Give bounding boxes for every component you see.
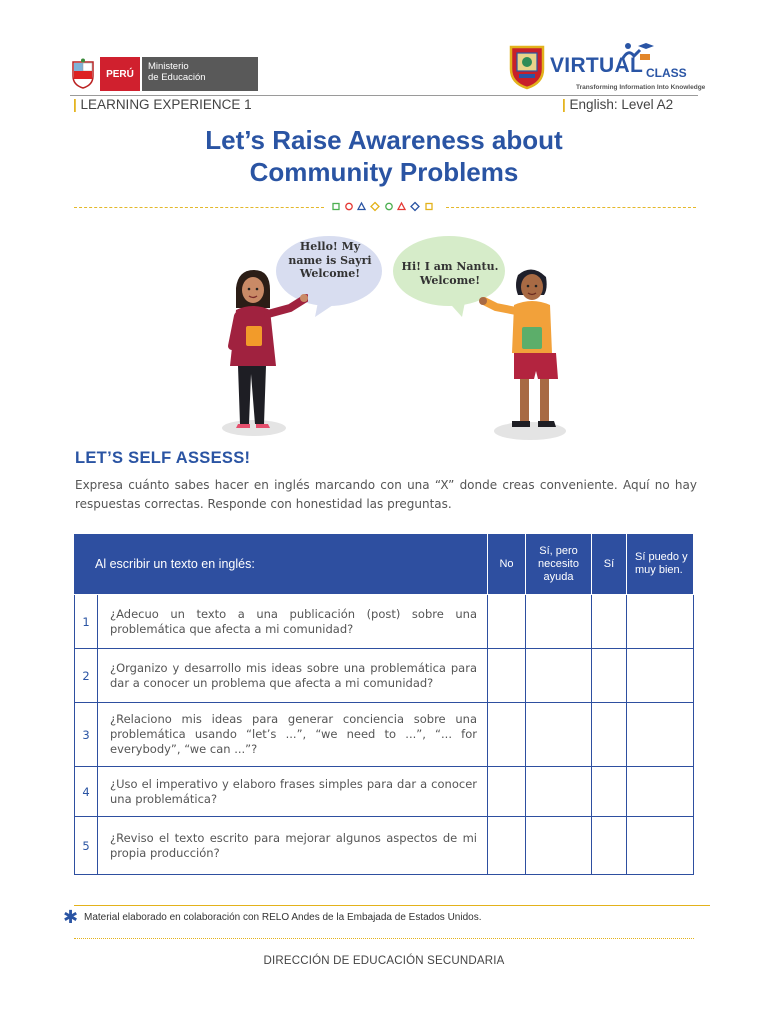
answer-cell-no[interactable] (488, 767, 526, 817)
table-row (75, 595, 694, 649)
answer-cell-si-muy[interactable] (627, 767, 694, 817)
answer-cell-si-pero[interactable] (526, 703, 592, 767)
title-divider-right (446, 207, 696, 208)
answer-cell-no[interactable] (488, 703, 526, 767)
row-number: 5 (75, 817, 98, 875)
speech-line: Hi! I am Nantu. (401, 260, 499, 273)
table-row (75, 767, 694, 817)
speech-line: Hello! My (299, 240, 361, 253)
speech-line: name is Sayri (288, 253, 372, 267)
answer-cell-si-muy[interactable] (627, 649, 694, 703)
bar-marker: | (562, 97, 566, 112)
answer-cell-si[interactable] (592, 817, 627, 875)
answer-cell-si-muy[interactable] (627, 703, 694, 767)
row-number: 2 (75, 649, 98, 703)
speech-line: Welcome! (299, 267, 361, 280)
decorative-shapes-icon (332, 201, 436, 213)
level-text: English: Level A2 (569, 97, 674, 112)
row-number: 3 (75, 703, 98, 767)
col-si-pero-header: Sí, pero necesito ayuda (526, 534, 592, 595)
table-row (75, 703, 694, 767)
table-header-row (75, 534, 694, 595)
virtual-class-logo-text: VIRTUAL (550, 54, 644, 77)
self-assessment-table (74, 533, 694, 875)
header-divider (70, 95, 698, 96)
row-question: ¿Relaciono mis ideas para generar conciencia sobre una problemática usando “let’s ...”, “we need to ...”, “... for everybody”, “we can ...”? (98, 703, 488, 767)
school-shield-icon (508, 44, 546, 90)
level-label (562, 97, 673, 112)
answer-cell-no[interactable] (488, 595, 526, 649)
learning-experience-label (73, 97, 252, 112)
row-question: ¿Organizo y desarrollo mis ideas sobre una problemática para dar a conocer un problema que afecta a mi comunidad? (98, 649, 488, 703)
footer-dotted-divider (74, 938, 694, 939)
footer-department: DIRECCIÓN DE EDUCACIÓN SECUNDARIA (263, 955, 505, 967)
title-divider-left (74, 207, 324, 208)
boy-character-illustration (478, 265, 578, 443)
answer-cell-si-pero[interactable] (526, 817, 592, 875)
virtual-class-tagline: Transforming Information Into Knowledge (576, 84, 706, 91)
virtual-class-logo-class: CLASS (646, 66, 687, 80)
col-no-header: No (488, 534, 526, 595)
answer-cell-si-pero[interactable] (526, 649, 592, 703)
peru-label: PERÚ (100, 57, 140, 91)
row-number: 4 (75, 767, 98, 817)
answer-cell-si[interactable] (592, 595, 627, 649)
asterisk-icon: ✱ (63, 907, 79, 928)
answer-cell-si-muy[interactable] (627, 595, 694, 649)
self-assess-instructions: Expresa cuánto sabes hacer en inglés marcando con una “X” donde creas conveniente. Aquí no hay respuestas correctas. Responde con honestidad las preguntas. (75, 478, 697, 511)
col-si-muy-header: Sí puedo y muy bien. (627, 534, 694, 595)
ministry-line-2: de Educación (148, 72, 206, 83)
answer-cell-no[interactable] (488, 817, 526, 875)
col-si-header: Sí (592, 534, 627, 595)
answer-cell-si-muy[interactable] (627, 817, 694, 875)
answer-cell-no[interactable] (488, 649, 526, 703)
page-title-line-1: Let’s Raise Awareness about (205, 125, 563, 155)
self-assess-heading: LET’S SELF ASSESS! (75, 449, 251, 467)
answer-cell-si[interactable] (592, 649, 627, 703)
row-question: ¿Uso el imperativo y elaboro frases simples para dar a conocer una problemática? (98, 767, 488, 817)
row-number: 1 (75, 595, 98, 649)
footer-note: Material elaborado en colaboración con RELO Andes de la Embajada de Estados Unidos. (84, 912, 482, 923)
girl-character-illustration (216, 268, 308, 438)
row-question: ¿Reviso el texto escrito para mejorar algunos aspectos de mi propia producción? (98, 817, 488, 875)
page-title (0, 124, 768, 188)
answer-cell-si[interactable] (592, 703, 627, 767)
speech-line: Welcome! (419, 273, 481, 287)
table-row (75, 817, 694, 875)
ministry-label (142, 57, 258, 91)
learning-experience-text: LEARNING EXPERIENCE 1 (80, 97, 252, 112)
ministry-line-1: Ministerio (148, 61, 189, 72)
page-title-line-2: Community Problems (249, 157, 519, 187)
answer-cell-si-pero[interactable] (526, 767, 592, 817)
answer-cell-si[interactable] (592, 767, 627, 817)
table-row (75, 649, 694, 703)
peru-coat-of-arms-icon (70, 58, 96, 90)
footer-divider (74, 905, 710, 906)
table-header-main: Al escribir un texto en inglés: (75, 534, 488, 595)
bar-marker: | (73, 97, 77, 112)
row-question: ¿Adecuo un texto a una publicación (post) sobre una problemática que afecta a mi comunidad? (98, 595, 488, 649)
answer-cell-si-pero[interactable] (526, 595, 592, 649)
